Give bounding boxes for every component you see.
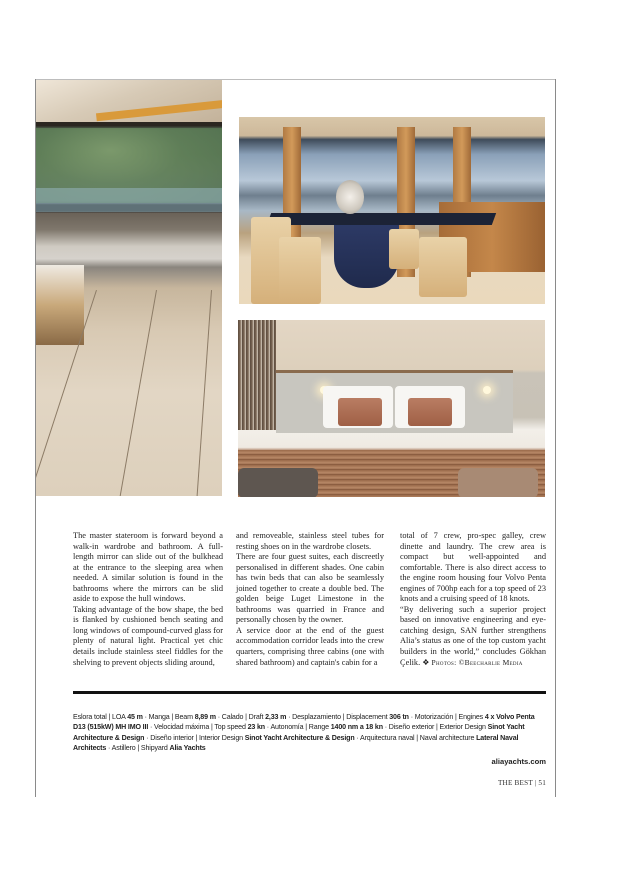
spec-label: Autonomía | Range (270, 723, 329, 732)
spec-separator: · (148, 723, 154, 732)
section-rule (73, 691, 546, 694)
spec-value: 4 x Volvo Penta D13 (515kW) MH IMO III (73, 713, 535, 732)
page-frame-right (555, 79, 556, 797)
spec-value: 23 kn (247, 723, 265, 732)
dining-table (267, 213, 496, 225)
spec-separator: · (144, 733, 151, 742)
paragraph: Taking advantage of the bow shape, the bed is flanked by cushioned bench seating and long windows of compound-curved glass for plenty of natural light. Practical yet chic details include stainless steel fiddles for the shelving to prevent objects sliding around, (73, 604, 223, 667)
shelf-unit (36, 265, 84, 345)
window-blinds (238, 320, 276, 430)
spec-separator: · (215, 713, 222, 721)
spec-label: Motorización | Engines (414, 713, 484, 721)
towel (458, 468, 538, 497)
spec-value: 8,89 m (194, 713, 216, 721)
text-column-3 (400, 531, 546, 668)
spec-item (292, 713, 409, 721)
spec-separator: · (286, 713, 293, 721)
spec-label: Diseño interior | Interior Design (150, 733, 243, 742)
copper-cushion (408, 398, 452, 426)
text-column-1 (73, 531, 223, 668)
spec-label: Velocidad máxima | Top speed (154, 723, 246, 732)
spec-value: 1400 nm a 18 kn (330, 723, 383, 732)
spec-label: Eslora total | LOA (73, 713, 126, 721)
paragraph: There are four guest suites, each discreetly personalised in different shades. One cabin has twin beds that can also be seamlessly joined together to create a double bed. The golden beige Luget Limestone in the bathrooms was quarried in France and personally chosen by the owner. (236, 552, 384, 625)
website-link[interactable]: aliayachts.com (491, 757, 546, 766)
stateroom-photo (238, 320, 545, 497)
paragraph: The master stateroom is forward beyond a walk-in wardrobe and bathroom. A full-length mirror can slide out of the bulkhead at the entrance to the sleeping area when needed. A similar solution is found in the bathrooms where the mirrors can be slid aside to expose the hull windows. (73, 531, 223, 604)
spec-separator: · (408, 713, 415, 721)
spec-value: 45 m (127, 713, 143, 721)
towel (238, 468, 318, 497)
saloon-photo (36, 80, 222, 496)
dining-chair (279, 237, 321, 304)
paragraph: total of 7 crew, pro-spec galley, crew dinette and laundry. The crew area is compact but well-appointed and comfortable. There is also direct access to the engine room housing four Volvo Penta engines of 700hp each for a top speed of 23 knots and a cruising speed of 18 knots. (400, 531, 546, 604)
paragraph (400, 605, 546, 668)
spec-item (270, 723, 382, 731)
reading-lamp (483, 386, 491, 394)
spec-value: Alia Yachts (169, 743, 206, 752)
photo-credit: Photos: ©Beecharlie Media (431, 657, 523, 667)
spec-label: Calado | Draft (221, 713, 264, 721)
spec-label: Arquitectura naval | Naval architecture (359, 733, 475, 742)
spec-value: Lateral Naval Architects (73, 733, 519, 752)
paragraph: and removeable, stainless steel tubes for resting shoes on in the wardrobe closets. (236, 531, 384, 551)
window-glass (36, 188, 222, 212)
spec-separator: · (354, 733, 360, 742)
spec-separator: · (106, 743, 112, 752)
spec-item (222, 713, 287, 721)
spec-item (112, 744, 206, 752)
floor-seam (196, 290, 212, 496)
spec-sheet (73, 712, 546, 753)
spec-item (73, 713, 143, 721)
floor-seam (118, 290, 157, 496)
dining-chair (389, 229, 419, 269)
spec-label: Astillero | Shipyard (111, 743, 168, 752)
spec-label: Manga | Beam (148, 713, 193, 721)
spec-label: Desplazamiento | Displacement (292, 713, 388, 721)
paragraph: A service door at the end of the guest accommodation corridor leads into the crew quarters, comprising three cabins (one with shared bathroom) and captain's cabin for a (236, 625, 384, 667)
coral-sculpture (336, 180, 364, 214)
spec-item (149, 713, 216, 721)
spec-value: Sinot Yacht Architecture & Design (244, 733, 355, 742)
spec-item (154, 723, 265, 731)
spec-value: Sinot Yacht Architecture & Design (73, 723, 525, 742)
end-mark-icon: ❖ (422, 657, 430, 667)
copper-cushion (338, 398, 382, 426)
spec-label: Diseño exterior | Exterior Design (388, 723, 486, 732)
quote-text: “By delivering such a superior project based on innovative engineering and eye-catching design, SAN further strengthens Alia’s status as one of the top custom yacht builders in the world,” concludes Gökhan Çelik. (400, 604, 546, 667)
spec-separator: · (264, 723, 271, 732)
spec-separator: · (382, 723, 389, 732)
spec-item (150, 734, 354, 742)
dining-photo (239, 117, 545, 304)
text-column-2 (236, 531, 384, 668)
spec-separator: · (142, 713, 149, 721)
spec-value: 2,33 m (265, 713, 287, 721)
page-folio: THE BEST | 51 (497, 779, 546, 787)
dining-chair (419, 237, 467, 297)
spec-value: 306 tn (389, 713, 409, 721)
